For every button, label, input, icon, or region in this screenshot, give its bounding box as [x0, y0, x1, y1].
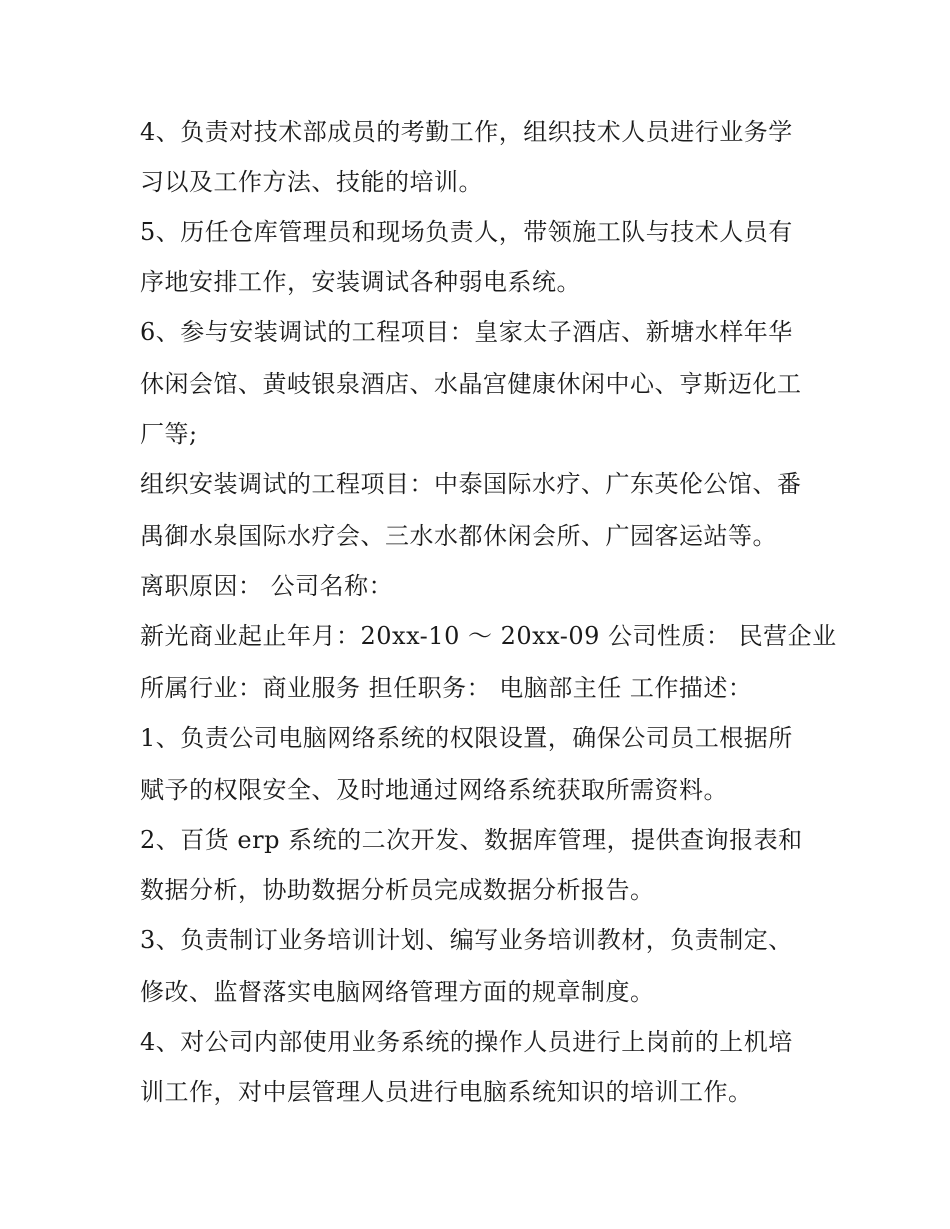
text-line: 2、百货 erp 系统的二次开发、数据库管理，提供查询报表和	[140, 826, 803, 854]
text-line: 习以及工作方法、技能的培训。	[140, 168, 483, 196]
text-line: 赋予的权限安全、及时地通过网络系统获取所需资料。	[140, 776, 728, 804]
text-line: 训工作，对中层管理人员进行电脑系统知识的培训工作。	[140, 1078, 753, 1106]
text-line: 所属行业：商业服务 担任职务： 电脑部主任 工作描述：	[140, 674, 753, 702]
text-line: 数据分析，协助数据分析员完成数据分析报告。	[140, 876, 655, 904]
text-line: 禺御水泉国际水疗会、三水水都休闲会所、广园客运站等。	[140, 522, 777, 550]
text-line: 4、对公司内部使用业务系统的操作人员进行上岗前的上机培	[140, 1028, 793, 1056]
text-line: 修改、监督落实电脑网络管理方面的规章制度。	[140, 978, 655, 1006]
text-line: 4、负责对技术部成员的考勤工作，组织技术人员进行业务学	[140, 118, 793, 146]
text-line: 序地安排工作，安装调试各种弱电系统。	[140, 268, 581, 296]
text-line: 新光商业起止年月：20xx-10 ～ 20xx-09 公司性质： 民营企业	[140, 622, 837, 650]
text-line: 6、参与安装调试的工程项目：皇家太子酒店、新塘水样年华	[140, 318, 793, 346]
text-line: 组织安装调试的工程项目：中泰国际水疗、广东英伦公馆、番	[140, 470, 802, 498]
text-line: 离职原因： 公司名称：	[140, 572, 394, 600]
text-line: 1、负责公司电脑网络系统的权限设置，确保公司员工根据所	[140, 724, 793, 752]
text-line: 厂等;	[140, 420, 198, 448]
text-line: 3、负责制订业务培训计划、编写业务培训教材，负责制定、	[140, 926, 793, 954]
text-line: 5、历任仓库管理员和现场负责人，带领施工队与技术人员有	[140, 218, 793, 246]
text-line: 休闲会馆、黄岐银泉酒店、水晶宫健康休闲中心、亨斯迈化工	[140, 370, 802, 398]
